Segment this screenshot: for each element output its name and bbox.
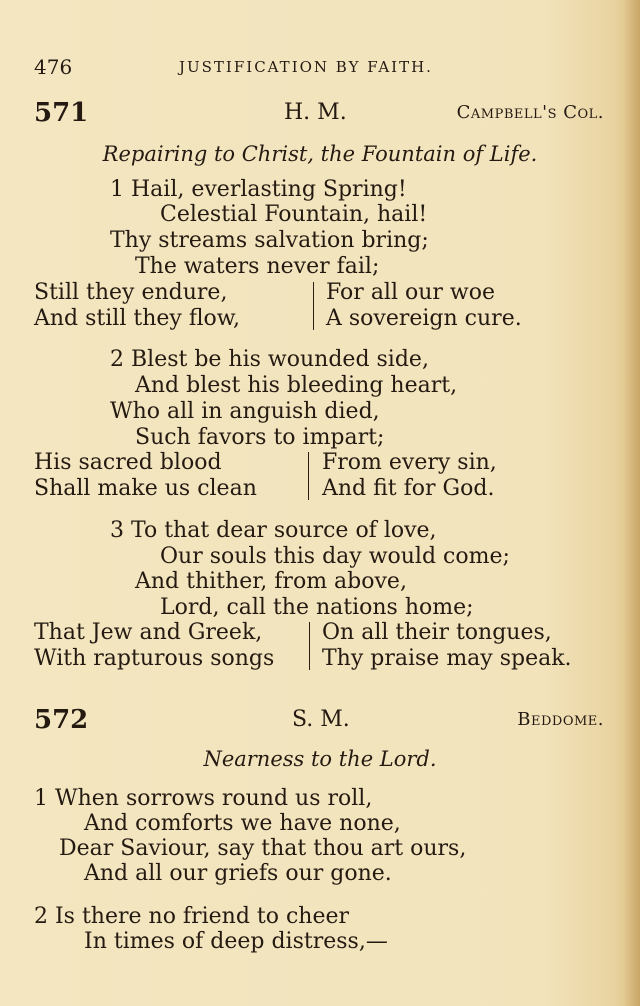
page-header bbox=[34, 55, 604, 81]
hymn-title: Repairing to Christ, the Fountain of Life. bbox=[102, 142, 538, 166]
couplet-right-line: From every sin, bbox=[322, 450, 497, 475]
couplet-right-line: For all our woe bbox=[326, 280, 496, 305]
verse-line: 1 When sorrows round us roll, bbox=[34, 786, 373, 811]
verse-line: 2 Is there no friend to cheer bbox=[34, 904, 350, 929]
page-number: 476 bbox=[34, 55, 73, 79]
hymn-title: Nearness to the Lord. bbox=[203, 747, 437, 771]
verse-line: And comforts we have none, bbox=[84, 811, 401, 836]
couplet-left-line: That Jew and Greek, bbox=[34, 620, 263, 645]
verse-line: Dear Saviour, say that thou art ours, bbox=[59, 836, 467, 861]
hymn-number: 572 bbox=[34, 705, 89, 735]
couplet-right-line: Thy praise may speak. bbox=[322, 646, 572, 671]
couplet-divider bbox=[309, 622, 310, 670]
hymn-tune: Beddome. bbox=[517, 709, 604, 730]
couplet-divider bbox=[313, 282, 314, 330]
verse-line: Thy streams salvation bring; bbox=[110, 228, 429, 253]
verse-line: The waters never fail; bbox=[135, 254, 380, 279]
verse-line: Lord, call the nations home; bbox=[160, 595, 474, 620]
hymn-572-heading bbox=[34, 705, 604, 737]
couplet-divider bbox=[308, 452, 309, 500]
couplet-left-line: Still they endure, bbox=[34, 280, 228, 305]
verse-line: And all our griefs our gone. bbox=[84, 861, 392, 886]
verse-line: 2 Blest be his wounded side, bbox=[110, 347, 429, 372]
couplet-right-line: And fit for God. bbox=[322, 476, 495, 501]
hymn-tune: Campbell's Col. bbox=[456, 102, 604, 123]
verse-line: And thither, from above, bbox=[135, 569, 407, 594]
couplet-left-line: With rapturous songs bbox=[34, 646, 275, 671]
verse-line: Who all in anguish died, bbox=[110, 399, 380, 424]
hymn-meter: S. M. bbox=[292, 707, 350, 732]
couplet-left-line: And still they flow, bbox=[34, 306, 240, 331]
verse-line: Celestial Fountain, hail! bbox=[160, 202, 428, 227]
verse-line: Our souls this day would come; bbox=[160, 544, 510, 569]
verse-line: In times of deep distress,— bbox=[84, 929, 388, 954]
verse-line: And blest his bleeding heart, bbox=[135, 373, 458, 398]
hymn-number: 571 bbox=[34, 98, 89, 128]
running-title: JUSTIFICATION BY FAITH. bbox=[179, 58, 433, 76]
couplet-right-line: On all their tongues, bbox=[322, 620, 552, 645]
couplet-left-line: His sacred blood bbox=[34, 450, 222, 475]
couplet-right-line: A sovereign cure. bbox=[326, 306, 522, 331]
verse-line: 3 To that dear source of love, bbox=[110, 518, 437, 543]
hymn-meter: H. M. bbox=[284, 100, 347, 125]
verse-line: 1 Hail, everlasting Spring! bbox=[110, 177, 407, 202]
verse-line: Such favors to impart; bbox=[135, 425, 385, 450]
hymn-571-heading bbox=[34, 98, 604, 130]
couplet-left-line: Shall make us clean bbox=[34, 476, 257, 501]
